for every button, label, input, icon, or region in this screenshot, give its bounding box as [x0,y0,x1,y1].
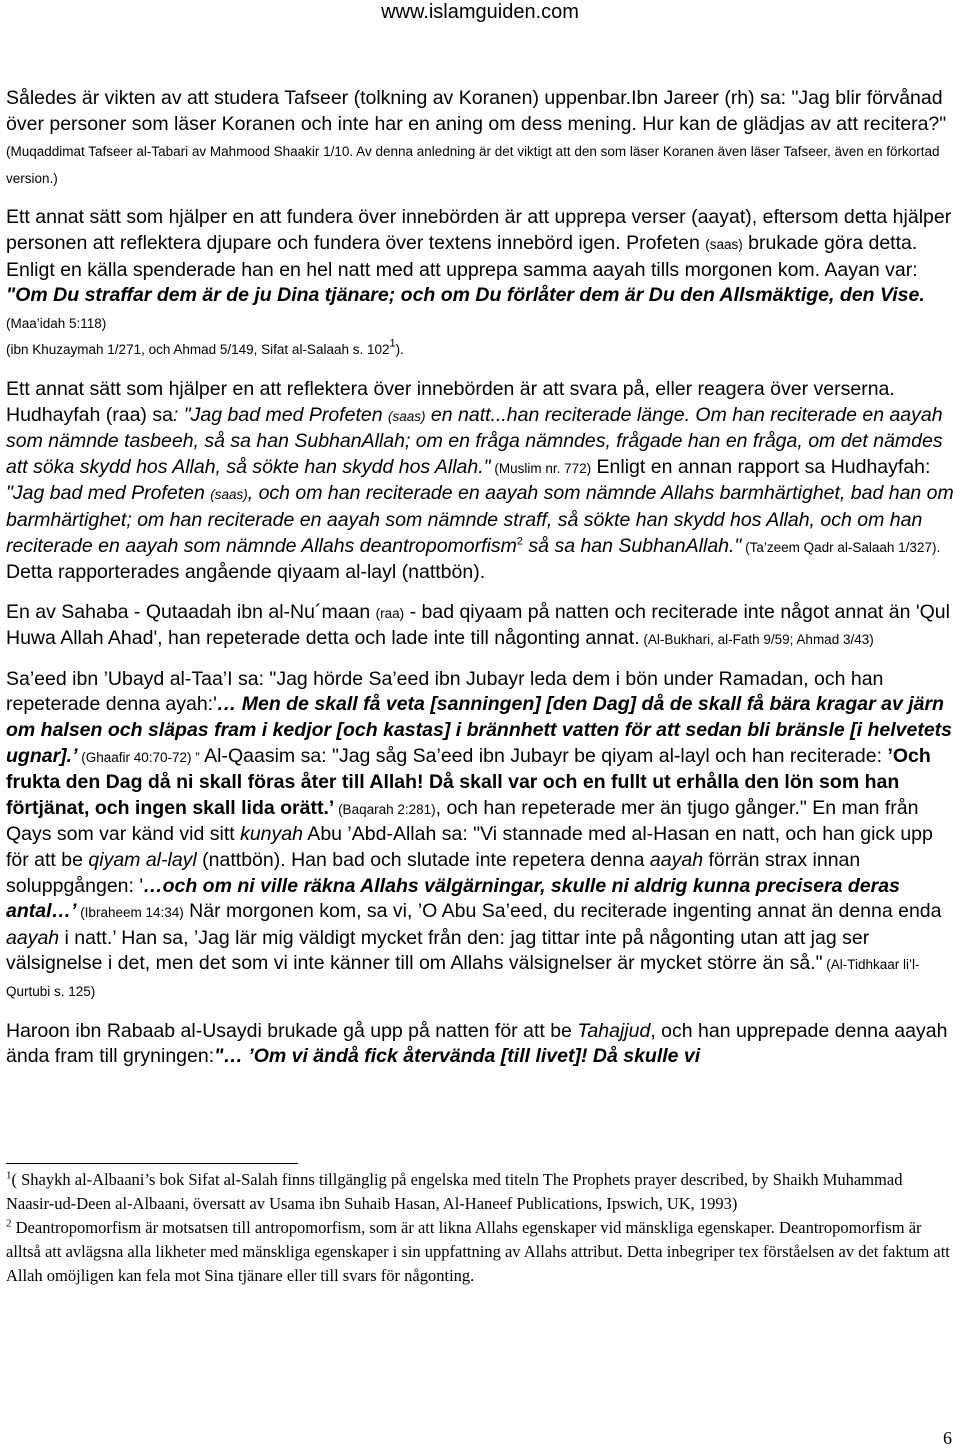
paragraph-6: Haroon ibn Rabaab al-Usaydi brukade gå upp på natten för att be Tahajjud, och han upprepade denna aayah ända fram till gryningen:"… ’Om vi ändå fick återvända [till livet]! Då skulle vi [6,1019,948,1068]
site-header [0,0,960,24]
paragraph-5: Sa’eed ibn ’Ubayd al-Taa’I sa: "Jag hörde Sa’eed ibn Jubayr leda dem i bön under Ramadan, och han repeterade denna ayah:'… Men de skall få veta [sanningen] [den Dag] då de skall få bära kragar av järn om halsen och släpas fram i kedjor [och kastas] i brännhett vatten för att sedan bli bränsle [i helvetets ugnar].’ (Ghaafir 40:70-72) ” Al-Qaasim sa: "Jag såg Sa’eed ibn Jubayr be qiyam al-layl och han reciterade: ’Och frukta den Dag då ni skall föras åter till Allah! Då skall var och en fullt ut erhålla den lön som han förtjänat, och ingen skall lida orätt.’ (Baqarah 2:281), och han repeterade mer än tjugo gånger." En man från Qays som var känd vid sitt kunyah Abu ’Abd-Allah sa: "Vi stannade med al-Hasan en natt, och han gick upp för att be qiyam al-layl (nattbön). Han bad och slutade inte repetera denna aayah förrän strax innan soluppgången: '…och om ni ville räkna Allahs välgärningar, skulle ni aldrig kunna precisera deras antal…’ (Ibraheem 14:34) När morgonen kom, sa vi, ’O Abu Sa’eed, du reciterade ingenting annat än denna enda aayah i natt.’ Han sa, ’Jag lär mig väldigt mycket från den: jag tittar inte på någonting utan att jag ser välsignelse i det, men det som vi inte känner till om Allahs välsignelser är mycket större än så." (Al-Tidhkaar li’l-Qurtubi s. 125) [6,667,953,999]
footnote-2: $^2$ Deantropomorfism är motsatsen till antropomorfism, som är att likna Allahs egenskaper vid mänskliga egenskaper. Deantropomorfism är alltså att avlägsna alla likheter med mänskliga egenskaper i sin uppfattning av Allahs attribut. Detta inbegriper tex förståelsen av det faktum att Allah omöjligen kan fela mot Sina tjänare eller till svars för någonting. [6,1217,950,1285]
footnote-ref-2: 2 [516,535,524,547]
page-number: 6 [943,1428,952,1448]
document-body [6,86,954,1084]
footnotes [6,1168,954,1288]
paragraph-1: Således är vikten av att studera Tafseer (tolkning av Koranen) uppenbar.Ibn Jareer (rh) sa: "Jag blir förvånad över personer som läser Koranen och inte har en aning om dess mening. Hur kan de glädjas av att recitera?" (Muqaddimat Tafseer al-Tabari av Mahmood Shaakir 1/10. Av denna anledning är det viktigt att den som läser Koranen även läser Tafseer, även en förkortad version.) [6,87,947,186]
paragraph-3: Ett annat sätt som hjälper en att reflektera över innebörden är att svara på, eller reagera över verserna. Hudhayfah (raa) sa: "Jag bad med Profeten (saas) en natt...han reciterade länge. Om han reciterade en aayah som nämnde tasbeeh, så sa han SubhanAllah; om en fråga nämndes, frågade han en fråga, om det nämdes att söka skydd hos Allah, så sökte han skydd hos Allah." (Muslim nr. 772) Enligt en annan rapport sa Hudhayfah: "Jag bad med Profeten (saas), och om han reciterade en aayah som nämnde Allahs barmhärtighet, bad han om barmhärtighet; om han reciterade en aayah som nämnde straff, så sökte han skydd hos Allah, och om han reciterade en aayah som nämnde Allahs deantropomorfism$^2$ så sa han SubhanAllah." (Ta’zeem Qadr al-Salaah 1/327). Detta rapporterades angående qiyaam al-layl (nattbön). [6,377,954,584]
site-url: www.islamguiden.com [381,1,579,23]
paragraph-4: En av Sahaba - Qutaadah ibn al-Nu´maan (raa) - bad qiyaam på natten och reciterade inte något annat än 'Qul Huwa Allah Ahad', han repeterade detta och lade inte till någonting annat. (Al-Bukhari, al-Fath 9/59; Ahmad 3/43) [6,600,950,650]
footnote-1: $^1$( Shaykh al-Albaani’s bok Sifat al-Salah finns tillgänglig på engelska med titeln The Prophets prayer described, by Shaikh Muhammad Naasir-ud-Deen al-Albaani, översatt av Usama ibn Suhaib Hasan, Al-Haneef Publications, Ipswich, UK, 1993) [6,1169,903,1213]
paragraph-2: Ett annat sätt som hjälper en att fundera över innebörden är att upprepa verser (aayat), eftersom detta hjälper personen att reflektera djupare och fundera över textens innebörd igen. Profeten (saas) brukade göra detta. Enligt en källa spenderade han en hel natt med att upprepa samma aayah tills morgonen kom. Aayan var: "Om Du straffar dem är de ju Dina tjänare; och om Du förlåter dem är Du den Allsmäktige, den Vise. (Maa’idah 5:118) (ibn Khuzaymah 1/271, och Ahmad 5/149, Sifat al-Salaah s. $102^1$). [6,206,952,358]
footnote-ref-1: 1 [389,337,396,350]
footnote-divider [6,1163,298,1164]
quran-quote: "Om Du straffar dem är de ju Dina tjänare; och om Du förlåter dem är Du den Allsmäktige, den Vise. [6,284,925,307]
